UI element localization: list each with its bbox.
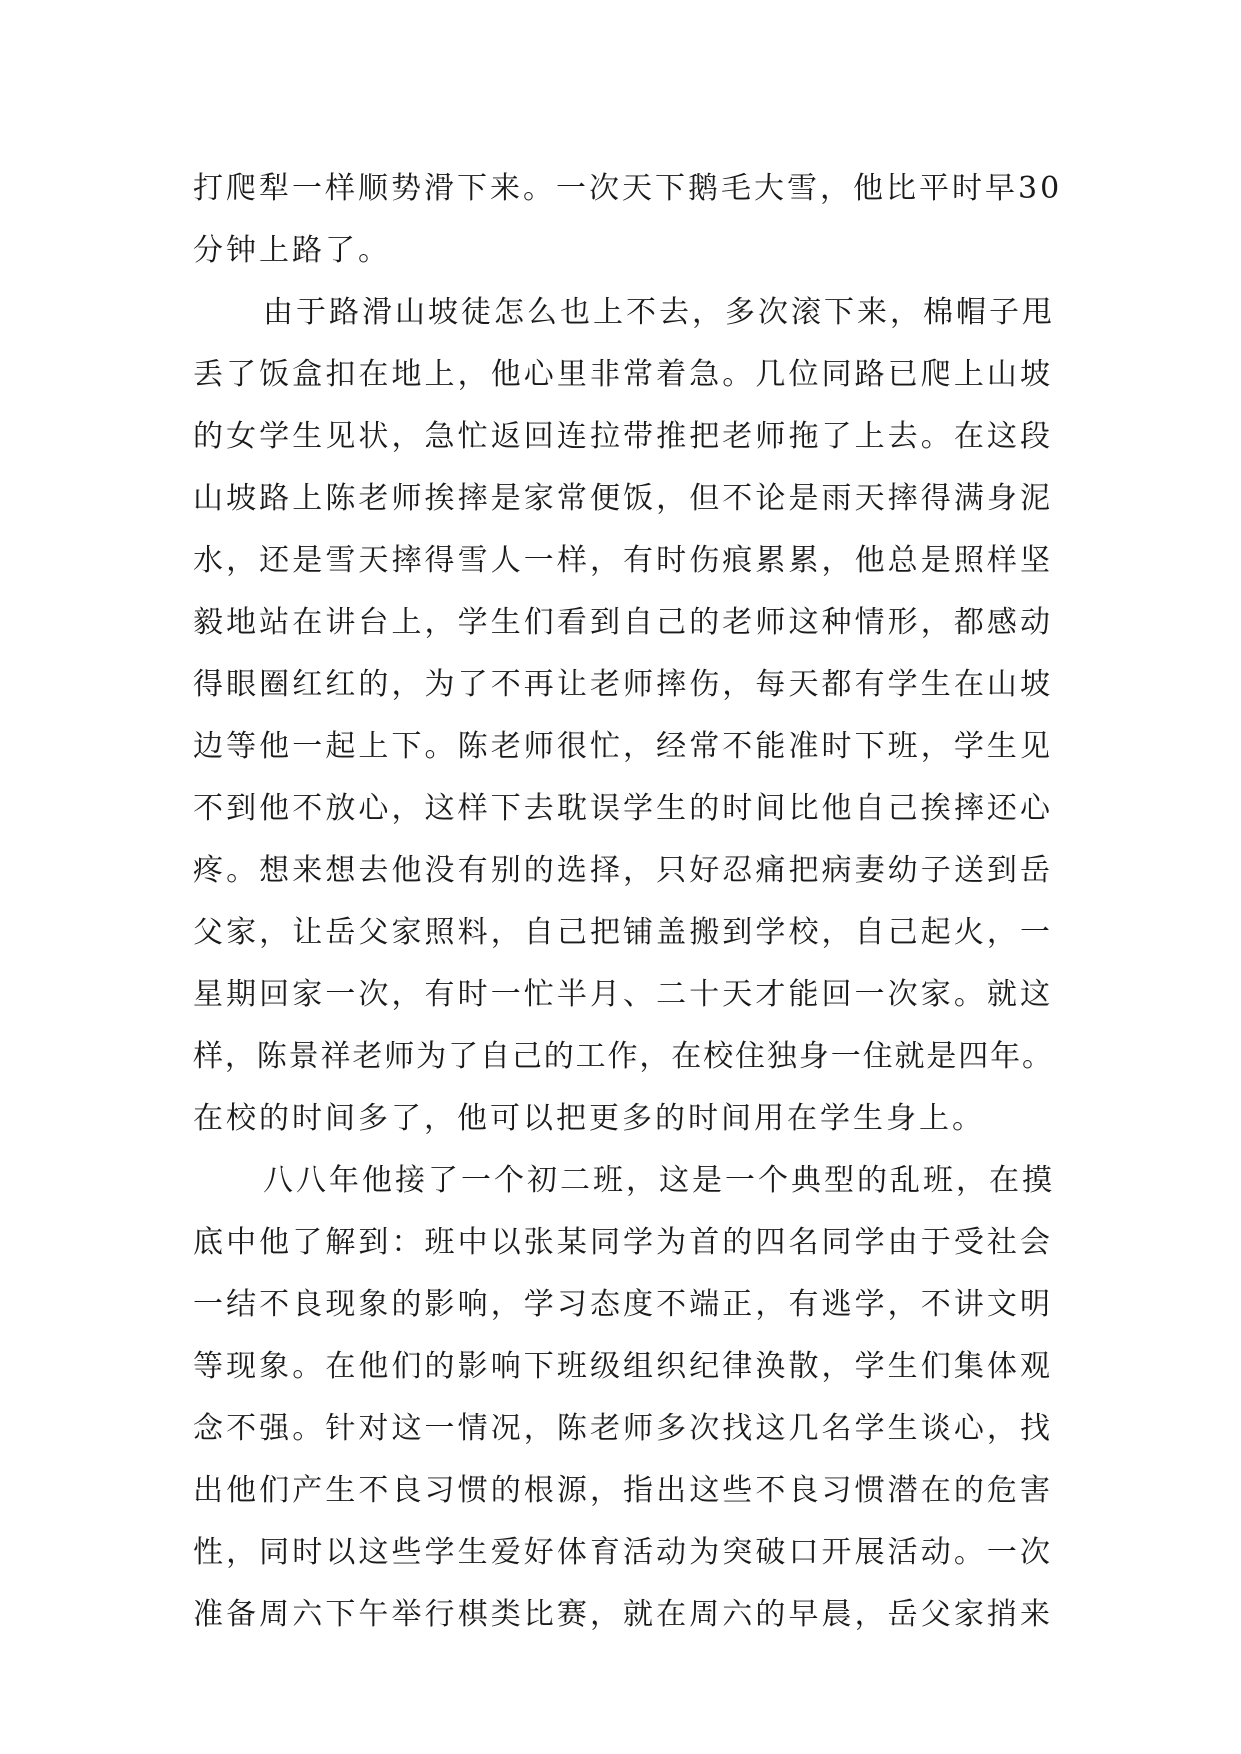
text-line: 毅地站在讲台上，学生们看到自己的老师这种情形，都感动 xyxy=(193,605,1053,640)
paragraph-first-line: 八八年他接了一个初二班，这是一个典型的乱班，在摸 xyxy=(263,1163,1055,1198)
text-line: 星期回家一次，有时一忙半月、二十天才能回一次家。就这 xyxy=(193,977,1053,1012)
text-line: 在校的时间多了，他可以把更多的时间用在学生身上。 xyxy=(193,1101,985,1136)
text-line: 边等他一起上下。陈老师很忙，经常不能准时下班，学生见 xyxy=(193,729,1053,764)
text-line: 山坡路上陈老师挨摔是家常便饭，但不论是雨天摔得满身泥 xyxy=(193,481,1053,516)
text-line: 打爬犁一样顺势滑下来。一次天下鹅毛大雪，他比平时早30 xyxy=(193,171,1063,206)
body-text xyxy=(193,158,1063,1646)
text-line: 父家，让岳父家照料，自己把铺盖搬到学校，自己起火，一 xyxy=(193,915,1053,950)
text-line: 不到他不放心，这样下去耽误学生的时间比他自己挨摔还心 xyxy=(193,791,1053,826)
text-line: 得眼圈红红的，为了不再让老师摔伤，每天都有学生在山坡 xyxy=(193,667,1053,702)
text-line: 等现象。在他们的影响下班级组织纪律涣散，学生们集体观 xyxy=(193,1349,1053,1384)
text-line: 水，还是雪天摔得雪人一样，有时伤痕累累，他总是照样坚 xyxy=(193,543,1053,578)
text-line: 分钟上路了。 xyxy=(193,233,391,268)
text-line: 丢了饭盒扣在地上，他心里非常着急。几位同路已爬上山坡 xyxy=(193,357,1053,392)
text-line: 性，同时以这些学生爱好体育活动为突破口开展活动。一次 xyxy=(193,1535,1053,1570)
text-line: 出他们产生不良习惯的根源，指出这些不良习惯潜在的危害 xyxy=(193,1473,1053,1508)
text-line: 一结不良现象的影响，学习态度不端正，有逃学，不讲文明 xyxy=(193,1287,1053,1322)
text-line: 念不强。针对这一情况，陈老师多次找这几名学生谈心，找 xyxy=(193,1411,1053,1446)
text-line: 的女学生见状，急忙返回连拉带推把老师拖了上去。在这段 xyxy=(193,419,1053,454)
text-line: 底中他了解到：班中以张某同学为首的四名同学由于受社会 xyxy=(193,1225,1053,1260)
paragraph-first-line: 由于路滑山坡徒怎么也上不去，多次滚下来，棉帽子甩 xyxy=(263,295,1055,330)
text-line: 样，陈景祥老师为了自己的工作，在校住独身一住就是四年。 xyxy=(193,1039,1053,1074)
text-line: 准备周六下午举行棋类比赛，就在周六的早晨，岳父家捎来 xyxy=(193,1597,1053,1632)
text-line: 疼。想来想去他没有别的选择，只好忍痛把病妻幼子送到岳 xyxy=(193,853,1053,888)
